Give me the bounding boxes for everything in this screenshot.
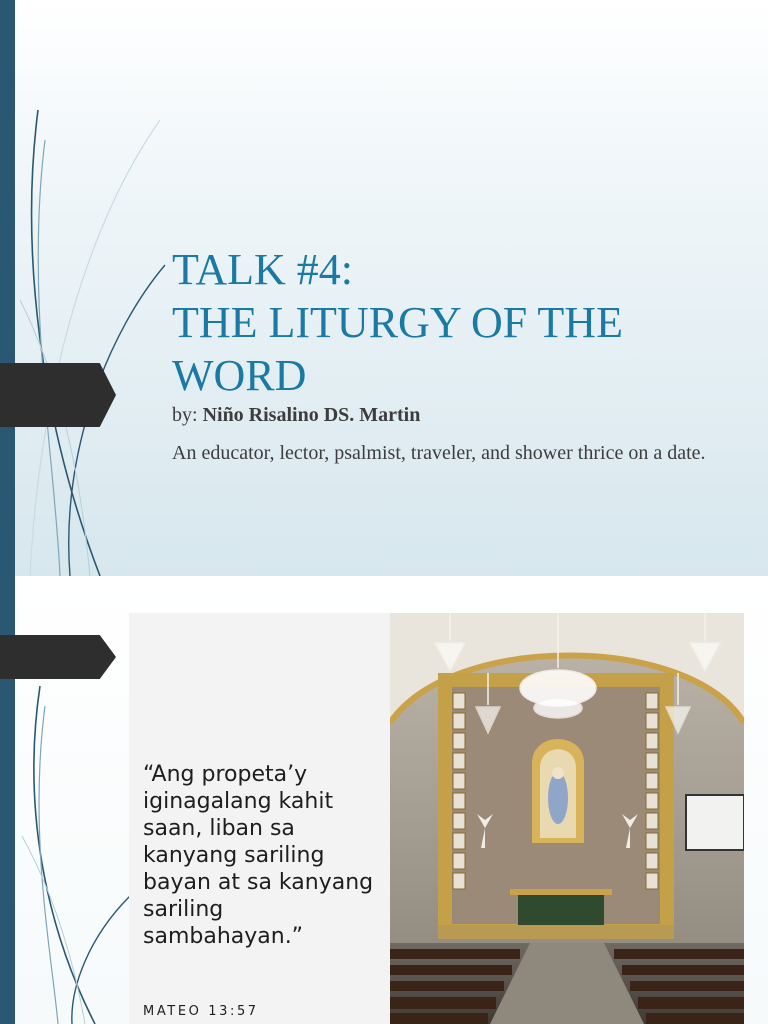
author-bio: An educator, lector, psalmist, traveler, and shower thrice on a date. <box>172 442 706 464</box>
arrow-tab <box>0 363 116 427</box>
title-line-1: TALK #4: <box>172 245 354 294</box>
byline <box>172 404 420 427</box>
author-name: Niño Risalino DS. Martin <box>202 404 421 426</box>
slide-title <box>172 243 732 402</box>
quote-text: “Ang propeta’y iginagalang kahit saan, liban sa kanyang sariling bayan at sa kanyang sariling sambahayan.” <box>143 762 374 949</box>
decorative-curves <box>0 0 200 576</box>
church-altar-photo <box>390 613 744 1024</box>
quote-panel <box>129 613 390 1024</box>
title-line-3: WORD <box>172 351 307 400</box>
title-line-2: THE LITURGY OF THE <box>172 298 623 347</box>
quote-reference: MATEO 13:57 <box>143 1004 259 1019</box>
arrow-tab <box>0 635 116 679</box>
quote-slide <box>0 576 768 1024</box>
byline-prefix: by: <box>172 404 203 426</box>
